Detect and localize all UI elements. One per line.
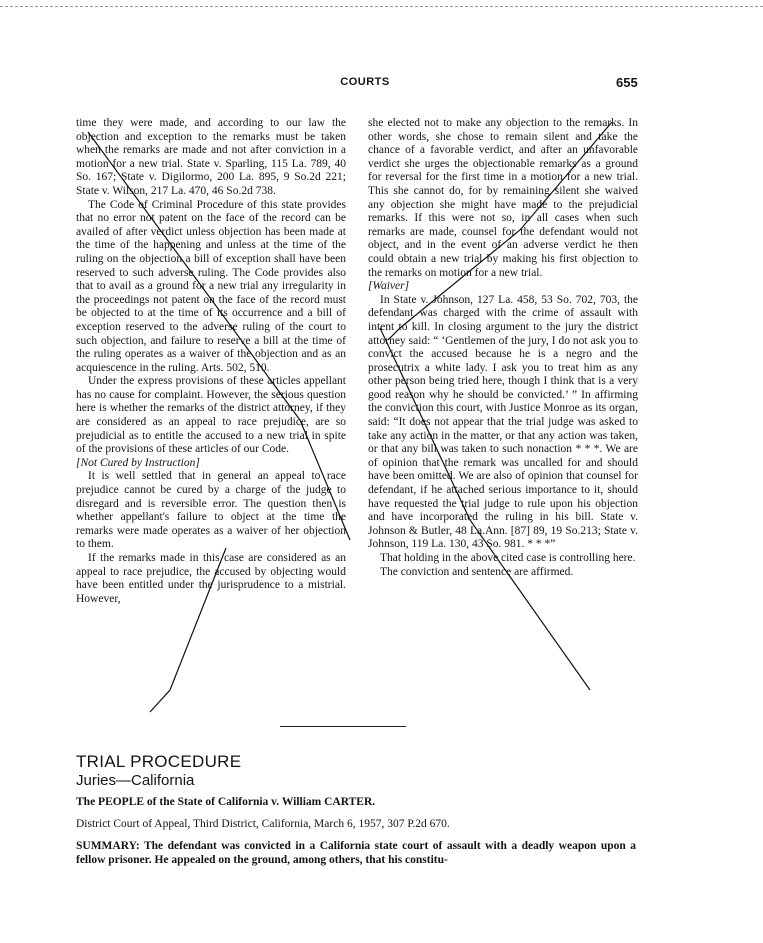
paragraph: That holding in the above cited case is controlling here. [380, 552, 636, 564]
section-divider [280, 726, 406, 727]
paragraph: Under the express provisions of these articles appellant has no cause for complaint. However, the serious question here is whether the remarks of the district attorney, if they are considered as an appeal to race prejudice, are so prejudicial as to entitle the accused to a new trial in spite of the provisions of these articles of our Code. [76, 375, 346, 456]
paragraph: she elected not to make any objection to the remarks. In other words, she chose to remain silent and take the chance of a favorable verdict, and after an unfavorable verdict she urges the objectionable remarks as a ground for reversal for the first time in a motion for a new trial. This she cannot do, for by remaining silent she waived any objection she might have made to the prejudicial remarks. If this were not so, in all cases when such remarks are made, counsel for the defendant would not object, and in the event of an adverse verdict he then could obtain a new trial by making his first objection to the remarks on motion for a new trial. [368, 117, 638, 279]
paragraph: time they were made, and according to our law the objection and exception to the remarks must be taken when the remarks are made and not after conviction in a motion for a new trial. State v. Sparling, 115 La. 789, 40 So. 167; State v. Digilormo, 200 La. 895, 9 So.2d 221; State v. Wilson, 217 La. 470, 46 So.2d 738. [76, 117, 346, 197]
page-number: 655 [616, 75, 638, 90]
subheading: [Not Cured by Instruction] [76, 456, 200, 469]
case-title: The PEOPLE of the State of California v. William CARTER. [76, 796, 376, 808]
case-court: District Court of Appeal, Third District, California, March 6, 1957, 307 P.2d 670. [76, 818, 450, 830]
section-title: TRIAL PROCEDURE [76, 752, 242, 771]
right-column [368, 117, 638, 579]
paragraph: The Code of Criminal Procedure of this state provides that no error not patent on the face of the record can be availed of after verdict unless objection has been made at the time of the happening and unless at the time of the ruling on the objection a bill of exception shall have been reserved to such adverse ruling. The Code provides also that to avail as a ground for a new trial any irregularity in the proceedings not patent on the face of the record must be objected to at the time of its occurrence and a bill of exception reserved to the adverse ruling of the court to such objection, and failure to reserve a bill at the time of the ruling operates as a waiver of the objection and as an acquiescence in the ruling. Arts. 502, 510. [76, 198, 346, 374]
running-head: COURTS [340, 76, 390, 88]
paragraph: It is well settled that in general an appeal to race prejudice cannot be cured by a charge of the judge to disregard and is reversible error. The question then is whether appellant's failure to object at the time the remarks were made operates as a waiver of her objection to them. [76, 470, 346, 551]
paragraph: If the remarks made in this case are considered as an appeal to race prejudice, the accused by objecting would have been entitled under the jurisprudence to a mistrial. However, [76, 552, 346, 605]
page-header [0, 76, 763, 96]
case-summary: SUMMARY: The defendant was convicted in a California state court of assault with a deadly weapon upon a fellow prisoner. He appealed on the ground, among others, that his constitu- [76, 840, 636, 866]
section-subtitle: Juries—California [76, 772, 195, 789]
subheading: [Waiver] [368, 280, 410, 293]
page-edge [0, 6, 763, 7]
left-column [76, 117, 346, 606]
paragraph: In State v. Johnson, 127 La. 458, 53 So. 702, 703, the defendant was charged with the crime of assault with intent to kill. In closing argument to the jury the district attorney said: “ ‘Gentlemen of the jury, I do not ask you to convict the accused because he is a negro and the prosecutrix a white lady. I ask you to treat him as any other person being tried here, though I think that is a very good reason why he should be convicted.’ ” In affirming the conviction this court, with Justice Monroe as its organ, said: “It does not appear that the trial judge was asked to take any action in the matter, or that any action was taken, or that any bill was taken to such nonaction * * *. We are of opinion that the remark was uncalled for and should have been omitted. We are also of opinion that counsel for defendant, if he attached serious importance to it, should have requested the trial judge to rule upon his objection and have incorporated the ruling in his bill. State v. Johnson & Butler, 48 La.Ann. [87] 89, 19 So.213; State v. Johnson, 119 La. 130, 43 So. 981. * * *” [368, 293, 638, 551]
paragraph: The conviction and sentence are affirmed. [380, 565, 574, 578]
